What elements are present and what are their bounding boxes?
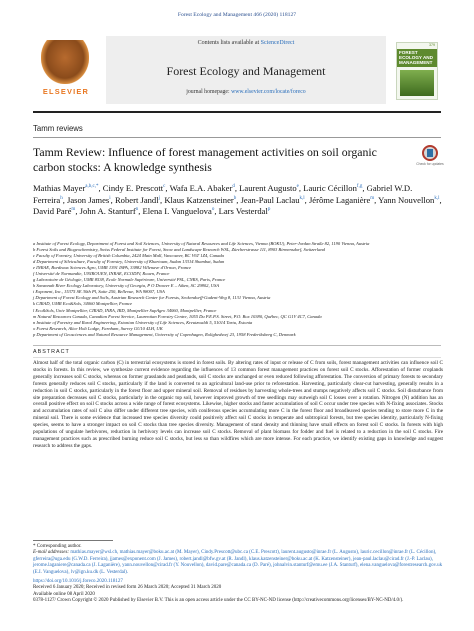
contents-box (106, 36, 386, 104)
header-divider (33, 111, 441, 113)
author-affiliation-mark[interactable]: i (109, 195, 111, 201)
received-dates: Received 6 January 2020; Received in revised form 26 March 2020; Accepted 31 March 2020 (33, 585, 222, 591)
author-affiliation-mark[interactable]: f,g (356, 184, 363, 189)
author-affiliation-mark[interactable]: p (267, 207, 271, 213)
journal-cover-image[interactable] (396, 42, 438, 100)
author-affiliation-mark[interactable]: j (158, 195, 161, 201)
author-affiliation-mark[interactable]: o (211, 207, 215, 213)
affiliation-item: k CIRAD, UMR Eco&Sols, 34060 Montpellier, France (33, 301, 133, 307)
footnotes (33, 544, 443, 605)
affiliation-item: f Université de Normandie, UNIROUEN, INRAE, ECODIV, Rouen, France (33, 271, 170, 277)
author-affiliation-mark[interactable]: c (163, 184, 166, 189)
affiliation-item: d Department of Silviculture, Faculty of Forestry, University of Khartoum, Sudan 13314 Shambat, Sudan (33, 259, 225, 265)
crossmark-bookmark-icon (427, 149, 433, 157)
email-label: E-mail addresses: (33, 550, 70, 556)
journal-homepage (106, 89, 386, 95)
article-type: Tamm reviews (33, 124, 83, 133)
author-affiliation-mark[interactable]: n (135, 207, 139, 213)
footnote-divider (33, 540, 113, 541)
abstract-heading: ABSTRACT (33, 349, 70, 355)
publisher-name: ELSEVIER (42, 87, 90, 96)
affiliation-item: n Institute of Forestry and Rural Engineering, Estonian University of Life Sciences, Kreutzwaldi 5, 51014 Tartu, Estonia (33, 319, 253, 325)
affiliation-item: p Department of Geosciences and Natural Resource Management, University of Copenhagen, Rolighedsvej 23, 1958 Frederiksberg C, Denmark (33, 331, 296, 337)
elsevier-logo[interactable] (33, 40, 97, 100)
affiliation-item: a Institute of Forest Ecology, Department of Forest and Soil Sciences, University of Natural Resources and Life Sciences, Vienna (BOKU), Peter-Jordan Straße 82, 1190 Vienna, Austria (33, 241, 370, 246)
affiliation-item: g Laboratoire de Géologie, UMR 8538, Ecole Normale Supérieure, Université PSL, CNRS, Paris, France (33, 277, 226, 283)
title-divider (33, 137, 441, 138)
author-name[interactable]: Robert Jandl$^j$ (114, 194, 161, 205)
journal-title: Forest Ecology and Management (166, 64, 326, 78)
author-name[interactable]: Jason James$^i$ (67, 194, 111, 205)
affiliation-item: o Forest Research, Alice Holt Lodge, Farnham, Surrey GU10 4LH, UK (33, 325, 163, 331)
email-list[interactable]: mathias.mayer@wsl.ch, mathias.mayer@boku.ac.at (M. Mayer), Cindy.Prescott@ubc.ca (C.E. Prescott), laurent.augusto@inrae.fr (L. Augusto), lauric.cecillon@inrae.fr (L. Cécillon), gferreira@uga.edu (G.W.D. Ferreira), jjames@exponent.com (J. James), robert.jandl@bfw.gv.at (R. Jandl), klaus.katzensteiner@boku.ac.at (K. Katzensteiner), jean-paul.laclau@cirad.fr (J.-P. Laclau), jerome.laganiere@canada.ca (J. Laganière), yann.nouvellon@cirad.fr (Y. Nouvellon), david.pare@canada.ca (D. Paré), johnalvin.stanturf@emu.ee (J.A. Stanturf), elena.vanguelova@forestresearch.gov.uk (E.I. Vanguelova), lv@ign.ku.dk (L. Vesterdal). (33, 550, 443, 575)
author-name[interactable]: Lauric Cécillon$^{f,g}$ (303, 182, 363, 193)
author-affiliation-mark[interactable]: h (60, 195, 63, 201)
affiliation-item: j Department of Forest Ecology and Soils, Austrian Research Center for Forests, Seckendorff-Gudent-Weg 8, 1131 Vienna, Austria (33, 295, 271, 301)
affiliation-item: b Forest Soils and Biogeochemistry, Swiss Federal Institute for Forest, Snow and Landscape Research WSL, Zürcherstrasse 111, 8903 Birmensdorf, Switzerland (33, 247, 325, 253)
author-name[interactable]: Mathias Mayer$^{a,b,c,*}$ (33, 182, 99, 193)
license-note: 0378-1127/ Crown Copyright © 2020 Published by Elsevier B.V. This is an open access article under the CC BY-NC-ND license (http://creativecommons.org/licenses/BY-NC-ND/4.0/). (33, 598, 404, 604)
author-affiliation-mark[interactable]: d (232, 184, 235, 189)
affiliation-item: c Faculty of Forestry, University of British Columbia, 2424 Main Mall, Vancouver, BC V6T 1Z4, Canada (33, 253, 224, 259)
cover-photo (400, 70, 434, 96)
author-name[interactable]: Jérôme Laganière$^m$ (308, 194, 375, 205)
author-affiliation-mark[interactable]: k,l (299, 195, 305, 201)
sciencedirect-link[interactable]: ScienceDirect (260, 40, 295, 46)
author-name[interactable]: John A. Stanturf$^n$ (79, 206, 139, 217)
crossmark-label: Check for updates (416, 162, 444, 166)
author-affiliation-mark[interactable]: m (71, 207, 76, 213)
author-affiliation-mark[interactable]: b (233, 195, 237, 201)
available-online: Available online 08 April 2020 (33, 591, 95, 597)
abstract-divider (33, 345, 441, 346)
contents-line (106, 40, 386, 46)
author-affiliation-mark[interactable]: a,b,c,* (85, 184, 99, 189)
author-affiliation-mark[interactable]: e (296, 184, 299, 189)
affiliation-item: l Eco&Sols, Univ Montpellier, CIRAD, INRA, IRD, Montpellier SupAgro 34060, Montpellier, France (33, 307, 217, 313)
doi-link[interactable]: https://doi.org/10.1016/j.foreco.2020.118127 (33, 579, 123, 585)
corresponding-author-note: * Corresponding author. (33, 544, 82, 549)
author-name[interactable]: Elena I. Vanguelova$^o$ (142, 206, 215, 217)
affiliation-item: i Exponent, Inc., 15375 SE 30th Pl, Suite 250, Bellevue, WA 98007, USA (33, 289, 165, 295)
crossmark-badge[interactable] (416, 145, 444, 167)
affiliation-item: m Natural Resources Canada, Canadian Forest Service, Laurentian Forestry Centre, 1055 Du P.E.P.S. Street, P.O. Box 10380, Québec, QC G1V 4C7, Canada (33, 313, 322, 319)
cover-volume: 379 (429, 43, 435, 47)
article-title: Tamm Review: Influence of forest management activities on soil organic carbon stocks: A knowledge synthesis (33, 145, 377, 174)
homepage-prefix: journal homepage: (186, 89, 232, 95)
cover-title: FOREST ECOLOGY AND MANAGEMENT (397, 49, 437, 67)
affiliation-item: e INRAE, Bordeaux Sciences Agro, UMR 1391 ISPA, 33882 Villenave d'Ornon, France (33, 265, 192, 271)
abstract-text: Almost half of the total organic carbon (C) in terrestrial ecosystems is stored in forest soils. By altering rates of input or release of C from soils, forest management activities can influence soil C stocks in forests. In this review, we synthesize current evidence regarding the influences of 13 common forest management practices on forest soil C stocks. Afforestation of former croplands generally increases soil C stocks, whereas on former grasslands and peatlands, soil C stocks are unchanged or even reduced following afforestation. The conversion of primary forests to secondary forests generally reduces soil C stocks, particularly if the land is converted to an agricultural land-use prior to reforestation. Harvesting, particularly clear-cut harvesting, generally results in a reduction in soil C stocks, particularly in the forest floor and upper mineral soil. Removal of residues by harvesting whole-trees and stumps negatively affects soil C stocks. Soil disturbance from site preparation decreases soil C stocks, particularly in the organic top soil, however improved growth of tree seedlings may outweigh soil C losses over a rotation. Nitrogen (N) addition has an overall positive effect on soil C stocks across a wide range of forest ecosystems. Likewise, higher stocks and faster accumulation of soil C occur under tree species with N-fixing associates. Stocks and accumulation rates of soil C also differ under different tree species, with coniferous species accumulating more C in the forest floor and broadleaved species tending to store more C in the mineral soil. There is some evidence that increased tree species diversity could positively affect soil C stocks in temperate and subtropical forests, but tree species identity, particularly N-fixing species, seems to have a stronger impact on soil C stocks than tree species diversity. Management of stand density and thinning have small effects on forest soil C stocks. In forests with high populations of ungulate herbivores, reduction in herbivory levels can increase soil C stocks. Removal of plant biomass for fodder and fuel is related to a reduction in the soil C stocks. Fire management practices such as prescribed burning reduce soil C stocks, but less so than wildfires which are more intense. For each practice, we identify existing gaps in knowledge and suggest research to address the gaps. (33, 360, 443, 449)
affiliation-list (33, 241, 443, 338)
journal-citation[interactable]: Forest Ecology and Management 466 (2020) 118127 (177, 12, 297, 18)
author-name[interactable]: Gabriel W.D. Ferreira$^h$ (33, 182, 413, 205)
author-name[interactable]: Wafa E.A. Abaker$^d$ (169, 182, 235, 193)
author-name[interactable]: Yann Nouvellon$^{k,l}$ (378, 194, 440, 205)
author-name[interactable]: Lars Vesterdal$^p$ (218, 206, 271, 217)
author-name[interactable]: Cindy E. Prescott$^c$ (102, 182, 166, 193)
author-name[interactable]: Jean-Paul Laclau$^{k,l}$ (240, 194, 305, 205)
author-affiliation-mark[interactable]: m (370, 195, 375, 201)
author-name[interactable]: David Paré$^m$ (33, 206, 76, 217)
email-addresses (33, 550, 443, 576)
contents-prefix: Contents lists available at (197, 40, 261, 46)
affiliation-item: h Savannah River Ecology Laboratory, University of Georgia, P O Drawer E – Aiken, SC 29802, USA (33, 283, 220, 289)
journal-header (0, 36, 474, 116)
abstract-subdivider (33, 357, 441, 358)
elsevier-tree-icon (41, 40, 89, 84)
author-list: Mathias Mayer$^{a,b,c,*}$, Cindy E. Prescott$^c$, Wafa E.A. Abaker$^d$, Laurent Augusto$^e$, Lauric Cécillon$^{f,g}$, Gabriel W.D. Ferreira$^h$, Jason James$^i$, Robert Jandl$^j$, Klaus Katzensteiner$^b$, Jean-Paul Laclau$^{k,l}$, Jérôme Laganière$^m$, Yann Nouvellon$^{k,l}$, David Paré$^m$, John A. Stanturf$^n$, Elena I. Vanguelova$^o$, Lars Vesterdal$^p$ (33, 182, 442, 217)
homepage-link[interactable]: www.elsevier.com/locate/foreco (231, 89, 306, 95)
author-affiliation-mark[interactable]: k,l (434, 195, 440, 201)
author-name[interactable]: Laurent Augusto$^e$ (239, 182, 299, 193)
author-name[interactable]: Klaus Katzensteiner$^b$ (164, 194, 237, 205)
